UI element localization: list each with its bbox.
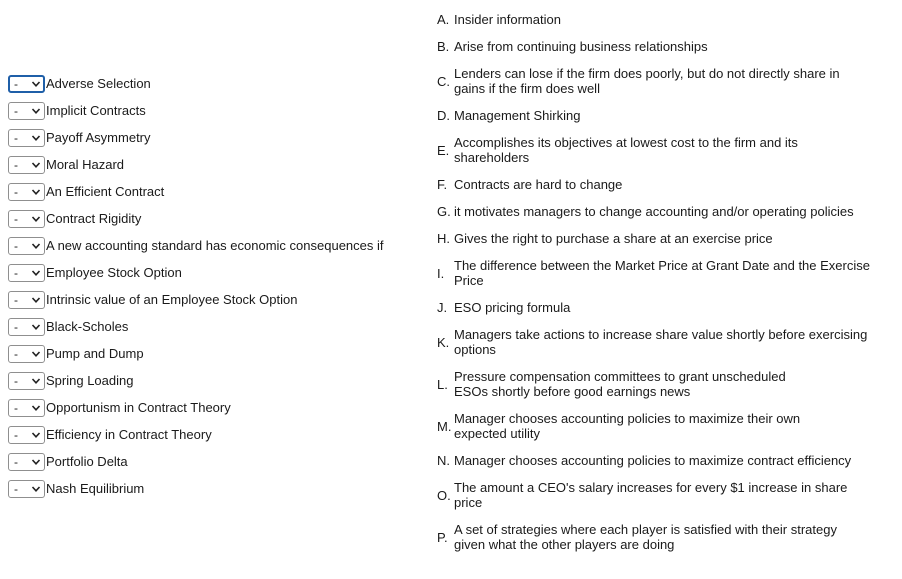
answer-option	[437, 405, 877, 447]
question-row	[8, 367, 428, 394]
answer-letter: M.	[437, 418, 452, 434]
question-label: Black-Scholes	[46, 319, 129, 334]
answer-option	[437, 60, 877, 102]
answer-option	[437, 198, 877, 225]
question-row	[8, 232, 428, 259]
answer-text: Manager chooses accounting policies to maximize contract efficiency	[454, 453, 852, 468]
answer-option	[437, 252, 877, 294]
question-row	[8, 259, 428, 286]
answer-option	[437, 33, 877, 60]
chevron-down-icon	[31, 106, 41, 116]
answer-letter: H.	[437, 231, 450, 246]
select-value: -	[14, 184, 18, 199]
question-row	[8, 448, 428, 475]
question-label: An Efficient Contract	[46, 184, 165, 199]
answer-text: Manager chooses accounting policies to maximize their own expected utility	[454, 411, 801, 441]
question-row	[8, 151, 428, 178]
answer-option	[437, 447, 877, 474]
question-label: Contract Rigidity	[46, 211, 142, 226]
question-label: Pump and Dump	[46, 346, 144, 361]
answer-letter: L.	[437, 376, 448, 392]
chevron-down-icon	[31, 268, 41, 278]
question-row	[8, 178, 428, 205]
answer-letter: J.	[437, 300, 448, 315]
question-row	[8, 475, 428, 502]
chevron-down-icon	[31, 430, 41, 440]
answer-select[interactable]	[8, 264, 45, 282]
chevron-down-icon	[31, 457, 41, 467]
chevron-down-icon	[31, 484, 41, 494]
question-label: Moral Hazard	[46, 157, 125, 172]
select-value: -	[14, 238, 18, 253]
answer-letter: P.	[437, 529, 448, 545]
question-label: Payoff Asymmetry	[46, 130, 151, 145]
question-label: Portfolio Delta	[46, 454, 128, 469]
answer-select[interactable]	[8, 318, 45, 336]
answer-list	[437, 6, 877, 558]
question-list	[8, 70, 428, 502]
question-label: Intrinsic value of an Employee Stock Option	[46, 292, 298, 307]
answer-option	[437, 516, 877, 558]
question-label: Efficiency in Contract Theory	[46, 427, 212, 442]
answer-letter: C.	[437, 73, 450, 89]
answer-option	[437, 102, 877, 129]
answer-option	[437, 171, 877, 198]
answer-text: Arise from continuing business relationships	[454, 39, 708, 54]
chevron-down-icon	[31, 295, 41, 305]
question-row	[8, 205, 428, 232]
answer-option	[437, 474, 877, 516]
answer-letter: I.	[437, 265, 445, 281]
select-value: -	[14, 157, 18, 172]
chevron-down-icon	[31, 349, 41, 359]
select-value: -	[14, 292, 18, 307]
answer-text: Contracts are hard to change	[454, 177, 623, 192]
select-value: -	[14, 427, 18, 442]
answer-text: The difference between the Market Price at Grant Date and the Exercise Price	[454, 258, 870, 288]
answer-select[interactable]	[8, 453, 45, 471]
question-label: Spring Loading	[46, 373, 134, 388]
answer-text: A set of strategies where each player is satisfied with their strategy given what the other players are doing	[454, 522, 837, 552]
chevron-down-icon	[31, 214, 41, 224]
answer-letter: F.	[437, 177, 448, 192]
select-value: -	[14, 319, 18, 334]
select-value: -	[14, 373, 18, 388]
answer-option	[437, 294, 877, 321]
question-row	[8, 340, 428, 367]
answer-text: Gives the right to purchase a share at an exercise price	[454, 231, 773, 246]
select-value: -	[14, 130, 18, 145]
chevron-down-icon	[31, 160, 41, 170]
answer-select[interactable]	[8, 237, 45, 255]
question-label: Employee Stock Option	[46, 265, 182, 280]
answer-option	[437, 6, 877, 33]
answer-text: Management Shirking	[454, 108, 581, 123]
answer-letter: E.	[437, 142, 450, 158]
chevron-down-icon	[31, 376, 41, 386]
question-label: Nash Equilibrium	[46, 481, 145, 496]
answer-letter: B.	[437, 39, 450, 54]
answer-select[interactable]	[8, 480, 45, 498]
select-value: -	[14, 346, 18, 361]
question-row	[8, 313, 428, 340]
select-value: -	[14, 454, 18, 469]
select-value: -	[14, 103, 18, 118]
answer-text: Insider information	[454, 12, 561, 27]
answer-select[interactable]	[8, 372, 45, 390]
select-value: -	[14, 76, 18, 91]
answer-letter: K.	[437, 334, 450, 350]
chevron-down-icon	[31, 133, 41, 143]
question-label: Implicit Contracts	[46, 103, 146, 118]
question-label: Opportunism in Contract Theory	[46, 400, 231, 415]
answer-text: Pressure compensation committees to grant unscheduled ESOs shortly before good earnings news	[454, 369, 786, 399]
answer-select[interactable]	[8, 102, 45, 120]
chevron-down-icon	[31, 241, 41, 251]
answer-letter: D.	[437, 108, 450, 123]
answer-text: Accomplishes its objectives at lowest cost to the firm and its shareholders	[454, 135, 798, 165]
answer-select[interactable]	[8, 183, 45, 201]
answer-select[interactable]	[8, 291, 45, 309]
question-row	[8, 97, 428, 124]
chevron-down-icon	[31, 187, 41, 197]
answer-select[interactable]	[8, 156, 45, 174]
answer-select[interactable]	[8, 129, 45, 147]
chevron-down-icon	[31, 322, 41, 332]
answer-text: it motivates managers to change accounting and/or operating policies	[454, 204, 854, 219]
select-value: -	[14, 481, 18, 496]
select-value: -	[14, 400, 18, 415]
answer-option	[437, 225, 877, 252]
question-label: A new accounting standard has economic consequences if	[46, 238, 384, 253]
question-row	[8, 421, 428, 448]
answer-select[interactable]	[8, 426, 45, 444]
answer-letter: O.	[437, 487, 451, 503]
answer-text: Managers take actions to increase share value shortly before exercising options	[454, 327, 868, 357]
answer-select[interactable]	[8, 345, 45, 363]
answer-text: The amount a CEO's salary increases for every $1 increase in share price	[454, 480, 848, 510]
select-value: -	[14, 265, 18, 280]
answer-select[interactable]	[8, 399, 45, 417]
chevron-down-icon	[31, 79, 41, 89]
answer-select[interactable]	[8, 210, 45, 228]
select-value: -	[14, 211, 18, 226]
chevron-down-icon	[31, 403, 41, 413]
answer-letter: N.	[437, 453, 450, 468]
answer-letter: A.	[437, 12, 450, 27]
answer-letter: G.	[437, 204, 451, 219]
answer-option	[437, 321, 877, 363]
question-row	[8, 70, 428, 97]
answer-option	[437, 363, 877, 405]
question-row	[8, 124, 428, 151]
question-row	[8, 394, 428, 421]
answer-text: Lenders can lose if the firm does poorly, but do not directly share in gains if the firm does well	[454, 66, 840, 96]
question-label: Adverse Selection	[46, 76, 151, 91]
answer-select[interactable]	[8, 75, 45, 93]
answer-text: ESO pricing formula	[454, 300, 571, 315]
question-row	[8, 286, 428, 313]
answer-option	[437, 129, 877, 171]
